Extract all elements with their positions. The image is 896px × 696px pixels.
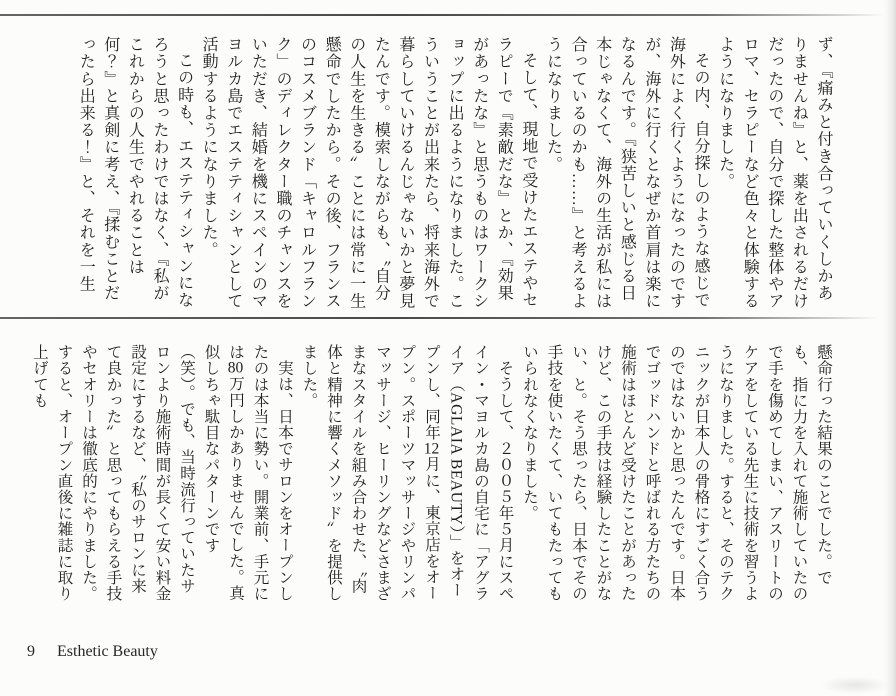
article-text-bottom-block [27, 344, 836, 603]
paragraph-continuation: 懸命行った結果のことでした。でも、指に力を入れて施術していたので手を傷めてしまい、アスリートのケアをしている先生に技術を習うようになりました。すると、そのテクニックが日本人の骨格にすごく合うのではないかと思ったんです。日本でゴッドハンドと呼ばれる方たちの施術はほとんど受けたことがあったけど、この手技は経験したことがない、と。そう思ったら、日本でその手技を使いたくて、いてもたってもいられなくなりました。 [521, 344, 832, 602]
section-divider-rule [0, 317, 879, 319]
paragraph: 実は、日本でサロンをオープンしたのは本当に勢い。開業前、手元には80万円しかありませんでした。真似しちゃ駄目なパターンです（笑）。でも、当時流行っていたサロンより施術時間が長くて安い料金設定にするなど、〝私のサロンに来て良かった〟と思ってもらえる手技やセオリーは徹底的にやりました。すると、オープン直後に雑誌に取り上げても [31, 344, 293, 602]
paragraph: この時も、エステティシャンになろうと思ったわけではなく、『私がこれからの人生でやれることは何？』と真剣に考え、『揉むことだったら出来る！』と、それを一生 [77, 36, 193, 309]
page-number: 9 [27, 643, 35, 660]
paragraph: そして、現地で受けたエステやセラピーで『素敵だな』とか、『効果があったな』と思うものはワークショップに出るようになりました。こういうことが出来たら、将来海外で暮らしていけるんじゃないかと夢見たんです。模索しながらも、〝自分の人生を生きる〟ことには常に一生懸命でしたから。その後、フランスのコスメブランド「キャロルフランク」のディレクター職のチャンスをいただき、結婚を機にスペインのマヨルカ島でエステティシャンとして活動するようになりました。 [200, 36, 537, 310]
scan-corner-smudge [820, 676, 890, 694]
paragraph-continuation: ず、『痛みと付き合っていくしかありませんね』と、薬を出されるだけだったので、自分で探した整体やアロマ、セラピーなど色々と体験するようになりました。 [716, 36, 832, 310]
article-text-top-block [73, 36, 835, 314]
scan-edge-shadow [884, 0, 896, 696]
page-footer [27, 643, 158, 661]
magazine-title: Esthetic Beauty [57, 643, 158, 660]
top-rule [0, 14, 884, 16]
paragraph: そうして、２００５年５月にスペイン・マヨルカ島の自宅に「アグライア（AGLAIA BEAUTY）」をオープンし、同年12月に、東京店をオープン。スポーツマッサージやリンパマッサージ、ヒーリングなどさまざまなスタイルを組み合わせた、〝肉体と精神に響くメソッド〟を提供しました。 [300, 344, 514, 602]
paragraph: その内、自分探しのような感じで海外によく行くようになったのですが、海外に行くとなぜか首肩は楽になるんです。『狭苦しいと感じる日本じゃなくて、海外の生活が私には合っているのかも……』と考えるようになりました。 [544, 36, 710, 310]
